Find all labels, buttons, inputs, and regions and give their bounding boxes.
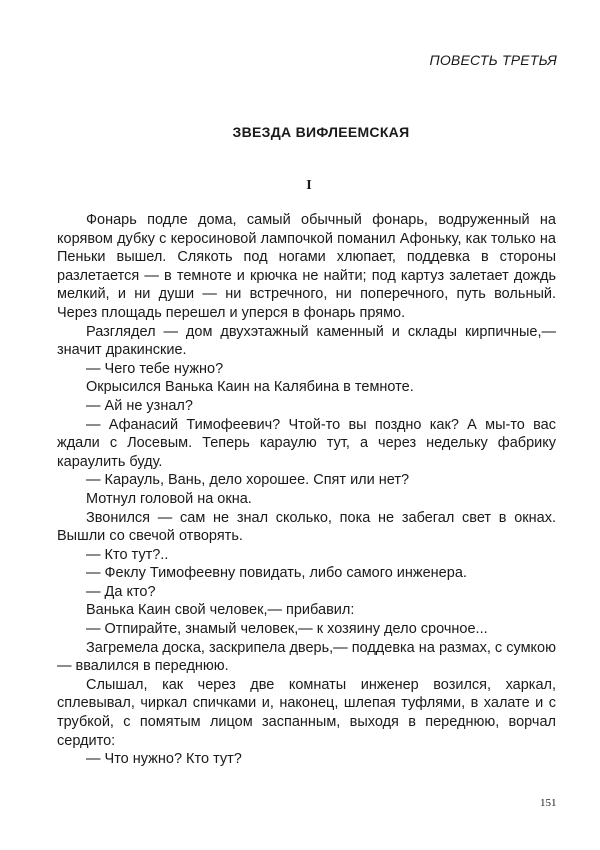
paragraph: — Ай не узнал? — [86, 397, 193, 414]
paragraph: — Чего тебе нужно? — [86, 360, 224, 377]
paragraph: Разглядел — дом двухэтажный каменный и склады кирпичные,— значит дракинские. — [57, 323, 556, 359]
paragraph: — Афанасий Тимофеевич? Чтой-то вы поздно как? А мы-то вас ждали с Лосевым. Теперь караулю тут, а через недельку фабрику караулить буду. — [57, 416, 556, 470]
paragraph: Загремела доска, заскрипела дверь,— поддевка на размах, с сумкою — ввалился в переднюю. — [57, 639, 556, 675]
paragraph: — Что нужно? Кто тут? — [86, 751, 242, 768]
paragraph: — Да кто? — [86, 583, 156, 600]
chapter-title: ЗВЕЗДА ВИФЛЕЕМСКАЯ — [232, 124, 410, 140]
section-numeral: I — [306, 178, 312, 193]
paragraph: Ванька Каин свой человек,— прибавил: — [86, 602, 355, 619]
paragraph: Мотнул головой на окна. — [86, 490, 252, 507]
body-text — [57, 211, 556, 769]
paragraph: — Кто тут?.. — [86, 546, 169, 563]
running-head: ПОВЕСТЬ ТРЕТЬЯ — [429, 52, 557, 68]
paragraph: — Карауль, Вань, дело хорошее. Спят или нет? — [86, 472, 410, 489]
paragraph: — Отпирайте, знамый человек,— к хозяину дело срочное... — [86, 621, 488, 638]
paragraph: Окрысился Ванька Каин на Калябина в темноте. — [86, 379, 414, 396]
paragraph: Фонарь подле дома, самый обычный фонарь, водруженный на корявом дубку с керосиновой лампочкой поманил Афоньку, как только на Пеньки вышел. Слякоть под ногами хлюпает, поддевка в стороны разлетается — в темноте и крючка не найти; под картуз залетает дождь мелкий, и ни души — ни встречного, ни поперечного, путь вольный. Через площадь перешел и уперся в фонарь прямо. — [57, 212, 556, 321]
page-number: 151 — [540, 797, 557, 809]
paragraph: Слышал, как через две комнаты инженер возился, харкал, сплевывал, чиркал спичками и, наконец, шлепая туфлями, в халате и с трубкой, с помятым лицом заспанным, выходя в переднюю, ворчал сердито: — [57, 676, 556, 749]
paragraph: Звонился — сам не знал сколько, пока не забегал свет в окнах. Вышли со свечой отворять. — [57, 509, 556, 545]
paragraph: — Феклу Тимофеевну повидать, либо самого инженера. — [86, 565, 467, 582]
